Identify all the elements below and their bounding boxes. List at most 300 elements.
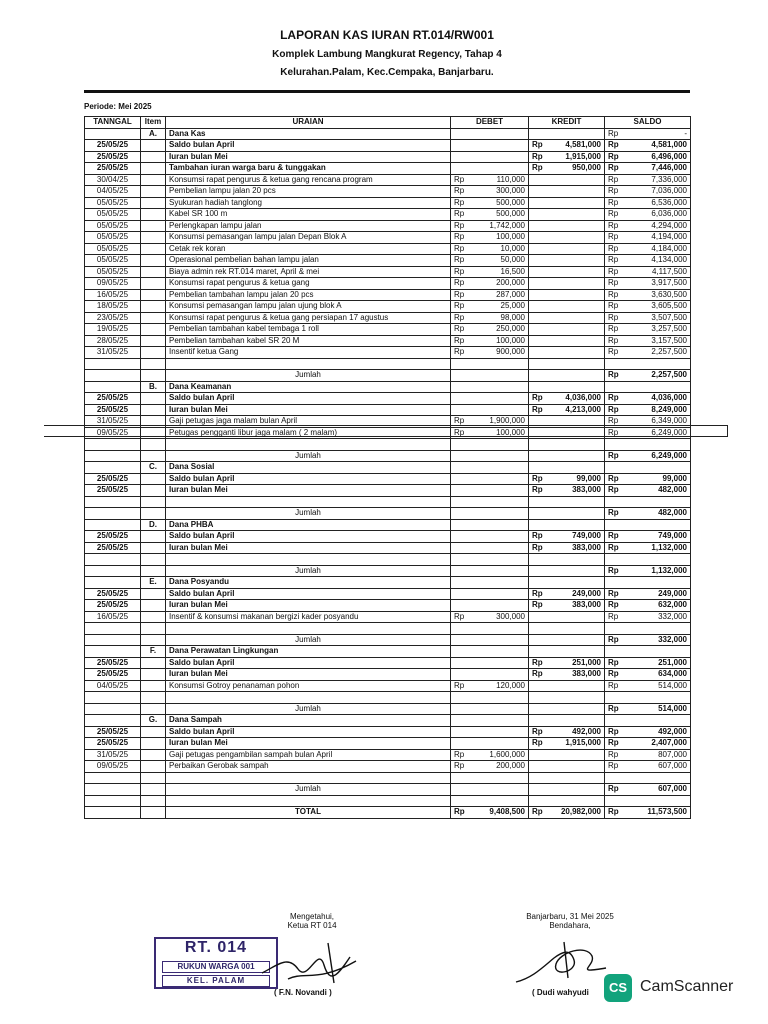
cell-debet-rp bbox=[451, 784, 467, 796]
bendahara-signature-icon bbox=[512, 938, 612, 988]
ketua-name: ( F.N. Novandi ) bbox=[274, 988, 332, 997]
cell-uraian: Saldo bulan April bbox=[166, 531, 451, 543]
cell-uraian: Pembelian tambahan lampu jalan 20 pcs bbox=[166, 289, 451, 301]
cell-item: B. bbox=[141, 381, 166, 393]
cell-tanggal: 25/05/25 bbox=[85, 588, 141, 600]
cell-item bbox=[141, 358, 166, 370]
cell-uraian: Pembelian tambahan kabel SR 20 M bbox=[166, 335, 451, 347]
cell-tanggal bbox=[85, 772, 141, 784]
table-row bbox=[85, 151, 691, 163]
cell-item bbox=[141, 749, 166, 761]
table-row bbox=[85, 772, 691, 784]
cell-item bbox=[141, 508, 166, 520]
table-row bbox=[85, 186, 691, 198]
cell-kredit: 492,000 bbox=[545, 726, 605, 738]
cell-uraian: Dana Perawatan Lingkungan bbox=[166, 646, 451, 658]
cell-tanggal: 25/05/25 bbox=[85, 531, 141, 543]
cell-kredit bbox=[545, 186, 605, 198]
cell-tanggal: 25/05/25 bbox=[85, 738, 141, 750]
cell-kredit bbox=[545, 358, 605, 370]
bendahara-name: ( Dudi wahyudi bbox=[532, 988, 589, 997]
cell-kredit-rp: Rp bbox=[529, 393, 545, 405]
cell-item bbox=[141, 611, 166, 623]
cell-saldo bbox=[621, 496, 691, 508]
cell-uraian: Dana Keamanan bbox=[166, 381, 451, 393]
cell-saldo: 7,036,000 bbox=[621, 186, 691, 198]
cell-uraian: Saldo bulan April bbox=[166, 140, 451, 152]
table-row bbox=[85, 209, 691, 221]
cell-saldo: 514,000 bbox=[621, 703, 691, 715]
section-row bbox=[85, 381, 691, 393]
cell-saldo-rp: Rp bbox=[605, 657, 621, 669]
cell-kredit-rp bbox=[529, 370, 545, 382]
cell-tanggal bbox=[85, 715, 141, 727]
cell-item bbox=[141, 634, 166, 646]
cell-debet bbox=[467, 646, 529, 658]
cell-kredit bbox=[545, 439, 605, 451]
cell-saldo: 749,000 bbox=[621, 531, 691, 543]
cell-saldo: 7,336,000 bbox=[621, 174, 691, 186]
cell-tanggal bbox=[85, 554, 141, 566]
cell-debet: 500,000 bbox=[467, 197, 529, 209]
cell-debet: 100,000 bbox=[467, 232, 529, 244]
cell-kredit-rp: Rp bbox=[529, 726, 545, 738]
section-row bbox=[85, 646, 691, 658]
cell-debet bbox=[467, 140, 529, 152]
ketua-label-1: Mengetahui, bbox=[289, 912, 335, 921]
cell-kredit-rp: Rp bbox=[529, 151, 545, 163]
cell-uraian: Jumlah bbox=[166, 508, 451, 520]
cell-kredit-rp: Rp bbox=[529, 600, 545, 612]
bendahara-label: Bendahara, bbox=[549, 921, 591, 930]
cell-saldo-rp: Rp bbox=[605, 163, 621, 175]
cell-item bbox=[141, 772, 166, 784]
cell-saldo-rp: Rp bbox=[605, 450, 621, 462]
cell-tanggal: 25/05/25 bbox=[85, 473, 141, 485]
table-row bbox=[85, 347, 691, 359]
cell-saldo-rp: Rp bbox=[605, 186, 621, 198]
table-row bbox=[85, 795, 691, 807]
cell-debet-rp: Rp bbox=[451, 243, 467, 255]
cell-saldo: 3,507,500 bbox=[621, 312, 691, 324]
cell-debet: 98,000 bbox=[467, 312, 529, 324]
cell-debet-rp bbox=[451, 623, 467, 635]
cell-kredit-rp bbox=[529, 462, 545, 474]
table-row bbox=[85, 312, 691, 324]
cell-kredit bbox=[545, 646, 605, 658]
cell-saldo: 2,257,500 bbox=[621, 370, 691, 382]
cell-kredit bbox=[545, 232, 605, 244]
cell-uraian: Dana Posyandu bbox=[166, 577, 451, 589]
cell-kredit bbox=[545, 634, 605, 646]
cell-item bbox=[141, 427, 166, 439]
cell-debet-rp: Rp bbox=[451, 289, 467, 301]
cell-debet bbox=[467, 726, 529, 738]
cell-saldo: 3,630,500 bbox=[621, 289, 691, 301]
cell-saldo-rp: Rp bbox=[605, 784, 621, 796]
cell-saldo-rp: Rp bbox=[605, 324, 621, 336]
cell-uraian: Saldo bulan April bbox=[166, 393, 451, 405]
cell-kredit bbox=[545, 565, 605, 577]
cell-kredit-rp bbox=[529, 508, 545, 520]
cell-debet-rp: Rp bbox=[451, 174, 467, 186]
stamp-line-3: KEL. PALAM bbox=[162, 975, 270, 987]
cell-saldo-rp bbox=[605, 519, 621, 531]
cell-tanggal: 25/05/25 bbox=[85, 600, 141, 612]
subtotal-row bbox=[85, 784, 691, 796]
table-row bbox=[85, 358, 691, 370]
cell-debet bbox=[467, 542, 529, 554]
cell-tanggal bbox=[85, 795, 141, 807]
cell-item bbox=[141, 807, 166, 819]
cell-item bbox=[141, 140, 166, 152]
cell-uraian: Dana Kas bbox=[166, 128, 451, 140]
cell-saldo-rp: Rp bbox=[605, 531, 621, 543]
cell-uraian: Konsumsi rapat pengurus & ketua gang bbox=[166, 278, 451, 290]
cell-debet-rp bbox=[451, 554, 467, 566]
cell-uraian: Tambahan iuran warga baru & tunggakan bbox=[166, 163, 451, 175]
cell-tanggal: 16/05/25 bbox=[85, 611, 141, 623]
cell-item bbox=[141, 416, 166, 428]
cell-saldo: 6,496,000 bbox=[621, 151, 691, 163]
cell-saldo-rp: Rp bbox=[605, 197, 621, 209]
cell-tanggal bbox=[85, 623, 141, 635]
cell-saldo: 332,000 bbox=[621, 611, 691, 623]
cell-saldo: 607,000 bbox=[621, 784, 691, 796]
cell-kredit-rp bbox=[529, 174, 545, 186]
cell-uraian: Saldo bulan April bbox=[166, 473, 451, 485]
cell-saldo-rp bbox=[605, 795, 621, 807]
cell-saldo-rp: Rp bbox=[605, 128, 621, 140]
cell-debet-rp bbox=[451, 473, 467, 485]
cell-kredit-rp bbox=[529, 680, 545, 692]
cell-kredit bbox=[545, 128, 605, 140]
cell-kredit bbox=[545, 795, 605, 807]
cell-saldo-rp bbox=[605, 496, 621, 508]
cell-saldo-rp: Rp bbox=[605, 335, 621, 347]
table-row bbox=[85, 600, 691, 612]
cell-saldo-rp bbox=[605, 462, 621, 474]
cell-item: G. bbox=[141, 715, 166, 727]
col-header-saldo: SALDO bbox=[605, 117, 691, 129]
table-row bbox=[85, 416, 691, 428]
cell-saldo-rp: Rp bbox=[605, 416, 621, 428]
cell-debet bbox=[467, 795, 529, 807]
cell-tanggal: 19/05/25 bbox=[85, 324, 141, 336]
cell-saldo-rp: Rp bbox=[605, 209, 621, 221]
cell-debet bbox=[467, 450, 529, 462]
cell-saldo: 6,036,000 bbox=[621, 209, 691, 221]
cell-debet bbox=[467, 163, 529, 175]
cell-debet bbox=[467, 703, 529, 715]
cell-debet bbox=[467, 565, 529, 577]
cell-debet bbox=[467, 370, 529, 382]
cell-saldo: 2,257,500 bbox=[621, 347, 691, 359]
table-row bbox=[85, 174, 691, 186]
cell-item: D. bbox=[141, 519, 166, 531]
cell-kredit-rp bbox=[529, 186, 545, 198]
cell-tanggal bbox=[85, 462, 141, 474]
camscanner-logo-icon: CS bbox=[604, 974, 632, 1002]
cell-debet-rp bbox=[451, 657, 467, 669]
cell-kredit-rp: Rp bbox=[529, 738, 545, 750]
cell-saldo: 4,036,000 bbox=[621, 393, 691, 405]
cell-debet: 300,000 bbox=[467, 611, 529, 623]
cell-kredit: 4,213,000 bbox=[545, 404, 605, 416]
table-row bbox=[85, 749, 691, 761]
cell-item bbox=[141, 669, 166, 681]
cell-debet bbox=[467, 634, 529, 646]
cell-saldo-rp: Rp bbox=[605, 404, 621, 416]
cell-saldo-rp: Rp bbox=[605, 312, 621, 324]
cell-debet-rp bbox=[451, 508, 467, 520]
cell-tanggal bbox=[85, 784, 141, 796]
cell-tanggal: 25/05/25 bbox=[85, 393, 141, 405]
total-row bbox=[85, 807, 691, 819]
cell-kredit-rp: Rp bbox=[529, 473, 545, 485]
cell-debet-rp bbox=[451, 358, 467, 370]
cell-item bbox=[141, 312, 166, 324]
cell-saldo: 4,581,000 bbox=[621, 140, 691, 152]
cell-kredit bbox=[545, 623, 605, 635]
table-row bbox=[85, 726, 691, 738]
cell-debet-rp bbox=[451, 542, 467, 554]
cell-kredit: 383,000 bbox=[545, 485, 605, 497]
cell-saldo: 632,000 bbox=[621, 600, 691, 612]
cell-debet-rp bbox=[451, 772, 467, 784]
cell-saldo: 6,349,000 bbox=[621, 416, 691, 428]
cell-debet: 300,000 bbox=[467, 186, 529, 198]
cell-debet-rp bbox=[451, 370, 467, 382]
cell-uraian: Insentif & konsumsi makanan bergizi kader posyandu bbox=[166, 611, 451, 623]
cell-kredit: 99,000 bbox=[545, 473, 605, 485]
cell-debet-rp bbox=[451, 531, 467, 543]
cell-tanggal: 31/05/25 bbox=[85, 347, 141, 359]
cell-saldo-rp: Rp bbox=[605, 151, 621, 163]
cell-debet-rp bbox=[451, 600, 467, 612]
cell-item bbox=[141, 600, 166, 612]
cell-item bbox=[141, 151, 166, 163]
table-row bbox=[85, 324, 691, 336]
cell-uraian: Iuran bulan Mei bbox=[166, 404, 451, 416]
cell-saldo-rp bbox=[605, 381, 621, 393]
cell-tanggal: 09/05/25 bbox=[85, 427, 141, 439]
cell-kredit-rp bbox=[529, 358, 545, 370]
cell-uraian: Kabel SR 100 m bbox=[166, 209, 451, 221]
cell-item: E. bbox=[141, 577, 166, 589]
table-row bbox=[85, 197, 691, 209]
cell-debet bbox=[467, 554, 529, 566]
cell-debet bbox=[467, 462, 529, 474]
col-header-debet: DEBET bbox=[451, 117, 529, 129]
cell-item bbox=[141, 209, 166, 221]
cell-kredit bbox=[545, 692, 605, 704]
table-row bbox=[85, 669, 691, 681]
cell-uraian: Jumlah bbox=[166, 634, 451, 646]
cell-item bbox=[141, 335, 166, 347]
cell-saldo bbox=[621, 358, 691, 370]
cell-kredit bbox=[545, 496, 605, 508]
cell-uraian: Iuran bulan Mei bbox=[166, 738, 451, 750]
cell-uraian: Petugas pengganti libur jaga malam ( 2 malam) bbox=[166, 427, 451, 439]
cell-kredit bbox=[545, 289, 605, 301]
table-row bbox=[85, 692, 691, 704]
cell-kredit: 749,000 bbox=[545, 531, 605, 543]
cell-debet-rp: Rp bbox=[451, 611, 467, 623]
cell-debet-rp: Rp bbox=[451, 232, 467, 244]
table-row bbox=[85, 393, 691, 405]
section-row bbox=[85, 715, 691, 727]
cell-kredit-rp bbox=[529, 772, 545, 784]
cell-debet-rp bbox=[451, 795, 467, 807]
cell-uraian: Iuran bulan Mei bbox=[166, 485, 451, 497]
cell-tanggal: 25/05/25 bbox=[85, 542, 141, 554]
cell-debet bbox=[467, 692, 529, 704]
cell-debet-rp bbox=[451, 485, 467, 497]
cell-tanggal: 05/05/25 bbox=[85, 243, 141, 255]
cell-kredit-rp bbox=[529, 324, 545, 336]
cell-tanggal: 09/05/25 bbox=[85, 278, 141, 290]
cell-tanggal: 31/05/25 bbox=[85, 416, 141, 428]
cell-debet: 287,000 bbox=[467, 289, 529, 301]
cell-uraian: Saldo bulan April bbox=[166, 726, 451, 738]
cell-uraian bbox=[166, 692, 451, 704]
cell-tanggal bbox=[85, 519, 141, 531]
signature-block-ketua bbox=[262, 912, 362, 930]
cell-debet-rp bbox=[451, 588, 467, 600]
cell-tanggal: 16/05/25 bbox=[85, 289, 141, 301]
table-row bbox=[85, 301, 691, 313]
cell-debet: 100,000 bbox=[467, 427, 529, 439]
cell-debet: 250,000 bbox=[467, 324, 529, 336]
cell-item bbox=[141, 266, 166, 278]
cell-debet: 110,000 bbox=[467, 174, 529, 186]
cell-saldo: 11,573,500 bbox=[621, 807, 691, 819]
cell-debet-rp: Rp bbox=[451, 220, 467, 232]
cell-item bbox=[141, 738, 166, 750]
table-row bbox=[85, 243, 691, 255]
cell-kredit-rp: Rp bbox=[529, 657, 545, 669]
table-row bbox=[85, 657, 691, 669]
table-row bbox=[85, 496, 691, 508]
cell-item bbox=[141, 761, 166, 773]
cell-debet-rp: Rp bbox=[451, 186, 467, 198]
cell-uraian: Jumlah bbox=[166, 565, 451, 577]
cell-kredit bbox=[545, 519, 605, 531]
cell-item bbox=[141, 347, 166, 359]
camscanner-text: CamScanner bbox=[640, 978, 734, 995]
cell-debet-rp: Rp bbox=[451, 301, 467, 313]
cell-kredit-rp: Rp bbox=[529, 669, 545, 681]
cell-debet bbox=[467, 508, 529, 520]
cell-uraian bbox=[166, 554, 451, 566]
cell-saldo bbox=[621, 715, 691, 727]
cell-item bbox=[141, 657, 166, 669]
cell-kredit bbox=[545, 715, 605, 727]
cell-debet bbox=[467, 657, 529, 669]
cell-kredit-rp bbox=[529, 703, 545, 715]
cell-tanggal bbox=[85, 358, 141, 370]
cell-uraian: Konsumsi pemasangan lampu jalan ujung blok A bbox=[166, 301, 451, 313]
cell-kredit bbox=[545, 611, 605, 623]
subtotal-row bbox=[85, 703, 691, 715]
cell-kredit-rp bbox=[529, 278, 545, 290]
cell-debet-rp bbox=[451, 151, 467, 163]
cell-kredit bbox=[545, 301, 605, 313]
cell-uraian: Operasional pembelian bahan lampu jalan bbox=[166, 255, 451, 267]
cell-kredit: 383,000 bbox=[545, 542, 605, 554]
cell-saldo-rp: Rp bbox=[605, 255, 621, 267]
cell-debet: 10,000 bbox=[467, 243, 529, 255]
cell-kredit bbox=[545, 220, 605, 232]
cell-saldo-rp: Rp bbox=[605, 393, 621, 405]
cell-item bbox=[141, 680, 166, 692]
cell-tanggal: 04/05/25 bbox=[85, 680, 141, 692]
subtotal-row bbox=[85, 450, 691, 462]
cell-saldo-rp: Rp bbox=[605, 680, 621, 692]
cell-debet bbox=[467, 715, 529, 727]
cell-tanggal bbox=[85, 807, 141, 819]
section-row bbox=[85, 519, 691, 531]
cell-tanggal bbox=[85, 577, 141, 589]
cell-saldo-rp: Rp bbox=[605, 807, 621, 819]
cell-tanggal bbox=[85, 128, 141, 140]
cell-uraian: Iuran bulan Mei bbox=[166, 669, 451, 681]
cell-debet bbox=[467, 738, 529, 750]
table-row bbox=[85, 680, 691, 692]
cell-debet: 1,742,000 bbox=[467, 220, 529, 232]
table-row bbox=[85, 611, 691, 623]
cell-tanggal: 04/05/25 bbox=[85, 186, 141, 198]
cell-saldo: 514,000 bbox=[621, 680, 691, 692]
cell-saldo bbox=[621, 381, 691, 393]
cell-kredit bbox=[545, 370, 605, 382]
cell-debet bbox=[467, 588, 529, 600]
cell-debet: 25,000 bbox=[467, 301, 529, 313]
cell-uraian: Saldo bulan April bbox=[166, 657, 451, 669]
cell-uraian: Dana Sampah bbox=[166, 715, 451, 727]
cell-saldo-rp: Rp bbox=[605, 370, 621, 382]
cell-kredit-rp bbox=[529, 634, 545, 646]
cell-debet-rp: Rp bbox=[451, 427, 467, 439]
cell-uraian: Dana Sosial bbox=[166, 462, 451, 474]
cell-item bbox=[141, 404, 166, 416]
cell-debet-rp bbox=[451, 128, 467, 140]
cell-saldo: 3,917,500 bbox=[621, 278, 691, 290]
cell-uraian: Jumlah bbox=[166, 370, 451, 382]
cell-tanggal: 25/05/25 bbox=[85, 726, 141, 738]
cell-saldo-rp bbox=[605, 692, 621, 704]
cell-saldo: - bbox=[621, 128, 691, 140]
cell-saldo bbox=[621, 795, 691, 807]
cell-item bbox=[141, 554, 166, 566]
cell-item bbox=[141, 301, 166, 313]
cell-kredit-rp bbox=[529, 220, 545, 232]
cell-saldo-rp: Rp bbox=[605, 301, 621, 313]
cell-kredit-rp: Rp bbox=[529, 163, 545, 175]
bendahara-place-date: Banjarbaru, 31 Mei 2025 bbox=[526, 912, 614, 921]
cell-tanggal bbox=[85, 381, 141, 393]
cell-kredit: 383,000 bbox=[545, 669, 605, 681]
cell-debet: 900,000 bbox=[467, 347, 529, 359]
cell-debet-rp: Rp bbox=[451, 680, 467, 692]
cell-saldo-rp bbox=[605, 358, 621, 370]
cell-saldo bbox=[621, 623, 691, 635]
col-header-kredit: KREDIT bbox=[529, 117, 605, 129]
cell-uraian: TOTAL bbox=[166, 807, 451, 819]
cash-report-table bbox=[84, 116, 691, 819]
cell-saldo: 2,407,000 bbox=[621, 738, 691, 750]
